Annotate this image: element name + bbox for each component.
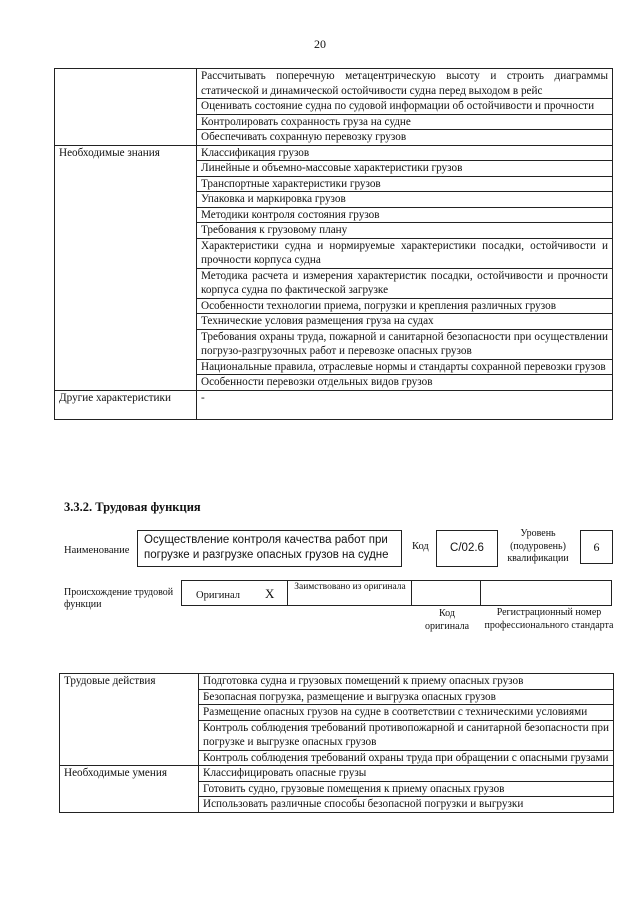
level-label: Уровень (подуровень) квалификации [507, 528, 569, 564]
row-value: Обеспечивать сохранную перевозку грузов [197, 130, 613, 146]
code-origin-caption: Код оригинала [424, 608, 470, 632]
row-value: Готовить судно, грузовые помещения к приему опасных грузов [199, 781, 614, 797]
row-label: Необходимые знания [55, 145, 197, 390]
row-value: Методики контроля состояния грузов [197, 207, 613, 223]
code-label: Код [412, 541, 429, 552]
code-box [436, 530, 498, 567]
row-value: Технические условия размещения груза на судах [197, 314, 613, 330]
row-value: Классификация грузов [197, 145, 613, 161]
table-row [60, 766, 614, 782]
cell-divider [480, 580, 481, 606]
row-value: Подготовка судна и грузовых помещений к приему опасных грузов [199, 674, 614, 690]
row-value: Национальные правила, отраслевые нормы и стандарты сохранной перевозки грузов [197, 359, 613, 375]
row-value: Контроль соблюдения требований противопожарной и санитарной безопасности при погрузке и выгрузке опасных грузов [199, 720, 614, 750]
row-value: Безопасная погрузка, размещение и выгрузка опасных грузов [199, 689, 614, 705]
name-label: Наименование [64, 545, 130, 556]
function-name-box [137, 530, 402, 567]
row-value: Контролировать сохранность груза на судне [197, 114, 613, 130]
row-label [55, 69, 197, 146]
row-value: Требования к грузовому плану [197, 223, 613, 239]
row-value: Транспортные характеристики грузов [197, 176, 613, 192]
table-row [55, 390, 613, 419]
table-row [55, 69, 613, 99]
cell-divider [287, 580, 288, 606]
row-value: Классифицировать опасные грузы [199, 766, 614, 782]
row-value: Требования охраны труда, пожарной и санитарной безопасности при осуществлении погрузо-разгрузочных работ и перевозке опасных грузов [197, 329, 613, 359]
row-value: Особенности перевозки отдельных видов грузов [197, 375, 613, 391]
reg-number-caption: Регистрационный номер профессионального стандарта [484, 607, 614, 631]
row-value: Линейные и объемно-массовые характеристики грузов [197, 161, 613, 177]
original-mark: X [265, 586, 275, 601]
row-value: Использовать различные способы безопасной погрузки и выгрузки [199, 797, 614, 813]
row-value: - [197, 390, 613, 419]
table-row [55, 145, 613, 161]
requirements-table [54, 68, 613, 420]
row-value: Контроль соблюдения требований охраны труда при обращении с опасными грузами [199, 750, 614, 766]
level-value: 6 [593, 540, 600, 554]
row-value: Рассчитывать поперечную метацентрическую высоту и строить диаграммы статической и динамической остойчивости судна перед выходом в рейс [197, 69, 613, 99]
row-label: Трудовые действия [60, 674, 199, 766]
row-label: Другие характеристики [55, 390, 197, 419]
origin-label: Происхождение трудовой функции [64, 587, 174, 610]
function-name-value: Осуществление контроля качества работ при погрузке и разгрузке опасных грузов на судне [144, 534, 389, 561]
page-number: 20 [314, 37, 326, 51]
level-box [580, 530, 613, 564]
row-value: Упаковка и маркировка грузов [197, 192, 613, 208]
row-value: Методика расчета и измерения характеристик посадки, остойчивости и прочности корпуса судна по фактической загрузке [197, 268, 613, 298]
original-label: Оригинал [196, 590, 240, 601]
function-details-table [59, 673, 614, 813]
section-title: 3.3.2. Трудовая функция [64, 500, 201, 514]
table-row [60, 674, 614, 690]
code-value: C/02.6 [450, 542, 484, 554]
row-value: Особенности технологии приема, погрузки и крепления различных грузов [197, 298, 613, 314]
row-value: Характеристики судна и нормируемые характеристики посадки, остойчивости и прочности корпуса судна [197, 238, 613, 268]
row-label: Необходимые умения [60, 766, 199, 813]
cell-divider [411, 580, 412, 606]
borrowed-label: Заимствовано из оригинала [294, 582, 406, 592]
row-value: Оценивать состояние судна по судовой информации об остойчивости и прочности [197, 99, 613, 115]
row-value: Размещение опасных грузов на судне в соответствии с техническими условиями [199, 705, 614, 721]
